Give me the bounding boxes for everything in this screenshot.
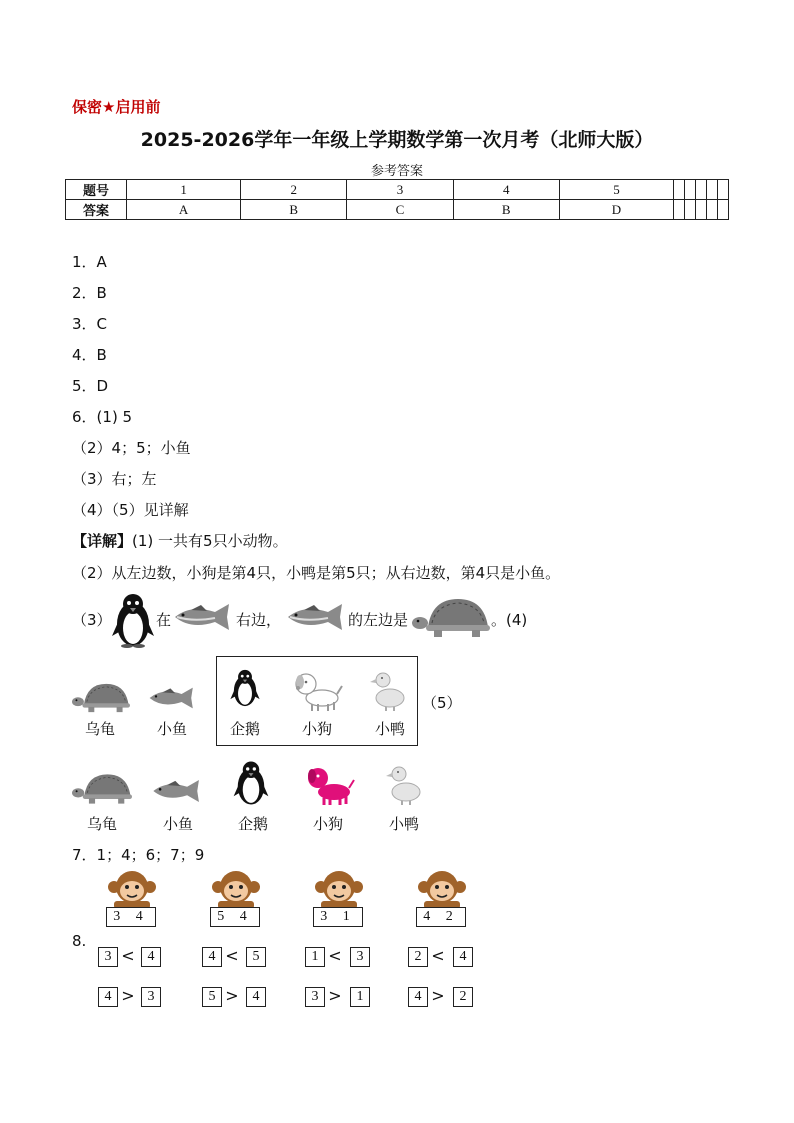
explanation-p3-end: 。(4) (491, 611, 528, 629)
table-cell: D (559, 200, 673, 220)
animal-label: 乌龟 (84, 720, 115, 738)
number-box: 4 (98, 987, 118, 1007)
monkey-sign (208, 869, 264, 931)
animal-label: 小鱼 (156, 720, 187, 738)
table-cell (685, 180, 696, 200)
table-cell (706, 200, 717, 220)
number-box: 2 (408, 947, 428, 967)
fish-icon (171, 602, 235, 632)
fish-icon (150, 778, 204, 804)
compare-symbol: > (431, 986, 445, 1005)
table-row (66, 180, 729, 200)
number-box: 2 (453, 987, 473, 1007)
answer-6-3: （3）右；左 (72, 470, 157, 488)
duck-icon (386, 764, 422, 806)
number-box: 4 (453, 947, 473, 967)
answer-6-1: 6．(1) 5 (72, 408, 133, 426)
monkey-icon (212, 869, 260, 909)
turtle-icon (72, 772, 132, 806)
page-subtitle: 参考答案 (370, 164, 423, 179)
monkey-sign (104, 869, 160, 931)
number-box: 1 (350, 987, 370, 1007)
table-cell: 2 (241, 180, 347, 200)
explanation-p3-in: 在 (156, 611, 172, 629)
table-cell: B (453, 200, 559, 220)
page-title: 2025-2026学年一年级上学期数学第一次月考（北师大版） (140, 129, 654, 151)
monkey-icon (108, 869, 156, 909)
answer-7: 7．1；4；6；7；9 (72, 846, 205, 864)
animal-label: 乌龟 (86, 815, 117, 833)
table-header-cell: 题号 (66, 180, 127, 200)
monkey-sign (414, 869, 470, 931)
explanation-p5-label: （5） (422, 694, 462, 712)
explanation-p3-prefix: （3） (72, 611, 112, 629)
number-sign: 5 4 (210, 907, 260, 927)
answer-3: 3．C (72, 315, 108, 333)
compare-symbol: > (121, 986, 135, 1005)
table-cell (717, 200, 728, 220)
turtle-icon (72, 682, 130, 714)
explanation-p3-right: 右边， (236, 611, 282, 629)
fish-icon (284, 602, 348, 632)
explanation-part2: （2）从左边数，小狗是第4只，小鸭是第5只；从右边数，第4只是小鱼。 (72, 564, 561, 582)
explanation-part1: (1) 一共有5只小动物。 (132, 532, 288, 550)
answer-6-4: （4）（5）见详解 (72, 501, 189, 519)
table-cell (696, 200, 707, 220)
table-cell (706, 180, 717, 200)
compare-symbol: < (121, 946, 135, 965)
duck-icon (370, 670, 406, 712)
number-box: 4 (202, 947, 222, 967)
table-cell: B (241, 200, 347, 220)
number-box: 4 (408, 987, 428, 1007)
number-sign: 3 1 (313, 907, 363, 927)
number-box: 3 (98, 947, 118, 967)
number-box: 3 (350, 947, 370, 967)
table-cell: C (347, 200, 453, 220)
number-box: 5 (246, 947, 266, 967)
answer-1: 1．A (72, 253, 107, 271)
turtle-icon (412, 597, 490, 639)
animal-label: 小鸭 (374, 720, 405, 738)
penguin-icon (232, 758, 270, 808)
animal-label: 企鹅 (237, 815, 268, 833)
compare-symbol: > (225, 986, 239, 1005)
confidential-label: 保密★启用前 (72, 98, 161, 116)
number-box: 4 (246, 987, 266, 1007)
penguin-icon (110, 592, 156, 648)
table-cell: 5 (559, 180, 673, 200)
answer-6-2: （2）4；5；小鱼 (72, 439, 191, 457)
table-cell (674, 180, 685, 200)
table-cell (696, 180, 707, 200)
number-box: 3 (141, 987, 161, 1007)
number-box: 1 (305, 947, 325, 967)
number-sign: 4 2 (416, 907, 466, 927)
number-box: 4 (141, 947, 161, 967)
monkey-sign (311, 869, 367, 931)
explanation-p3-left-of: 的左边是 (348, 611, 409, 629)
dog-icon (292, 672, 344, 712)
table-cell (717, 180, 728, 200)
table-header-cell: 答案 (66, 200, 127, 220)
table-cell (674, 200, 685, 220)
number-box: 3 (305, 987, 325, 1007)
answer-table (65, 179, 729, 220)
dog-icon (304, 766, 356, 806)
compare-symbol: < (225, 946, 239, 965)
animal-label: 小鱼 (162, 815, 193, 833)
monkey-icon (315, 869, 363, 909)
number-box: 5 (202, 987, 222, 1007)
answer-4: 4．B (72, 346, 107, 364)
explanation-line-1 (72, 530, 288, 551)
monkey-icon (418, 869, 466, 909)
number-sign: 3 4 (106, 907, 156, 927)
answer-8-label: 8. (72, 932, 87, 950)
table-cell: 4 (453, 180, 559, 200)
compare-symbol: < (431, 946, 445, 965)
fish-icon (146, 686, 198, 710)
compare-symbol: > (328, 986, 342, 1005)
table-cell: 3 (347, 180, 453, 200)
answer-5: 5．D (72, 377, 109, 395)
animal-label: 企鹅 (229, 720, 260, 738)
compare-symbol: < (328, 946, 342, 965)
answer-2: 2．B (72, 284, 107, 302)
animal-label: 小鸭 (388, 815, 419, 833)
explanation-label: 【详解】 (72, 532, 133, 550)
penguin-icon (229, 666, 261, 710)
animal-label: 小狗 (301, 720, 332, 738)
table-row (66, 200, 729, 220)
animal-label: 小狗 (312, 815, 343, 833)
table-cell: 1 (127, 180, 241, 200)
table-cell (685, 200, 696, 220)
table-cell: A (127, 200, 241, 220)
